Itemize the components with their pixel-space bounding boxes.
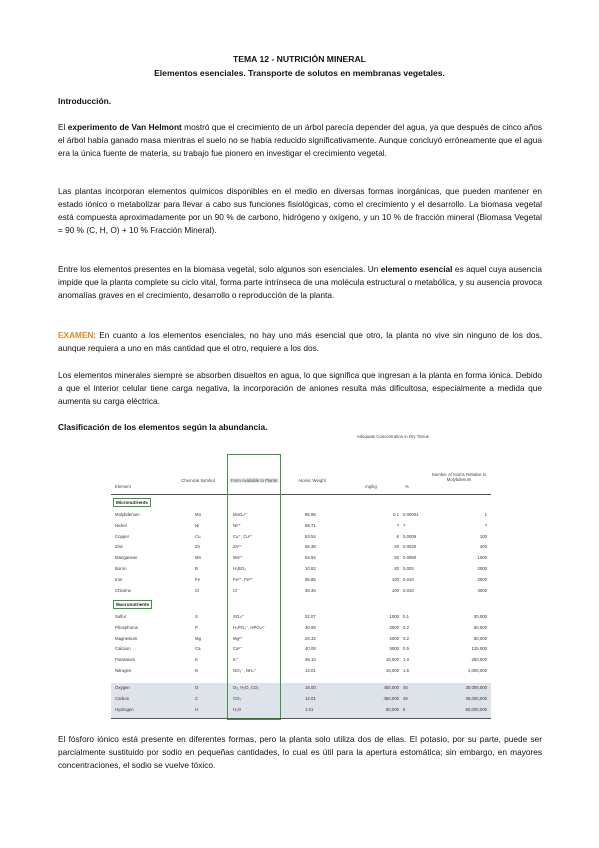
table-row <box>111 566 491 576</box>
exam-label: EXAMEN <box>58 330 94 340</box>
cell-element: Nitrogen <box>115 668 132 673</box>
cell-form: Mn²⁺ <box>233 555 243 561</box>
cell-pct: 1.0 <box>403 657 409 663</box>
table-row <box>111 657 491 667</box>
cell-symbol: N <box>195 668 199 673</box>
cell-element: Manganese <box>115 555 138 561</box>
cell-element: Hydrogen <box>115 706 134 712</box>
cell-pct: 0.0050 <box>403 555 417 561</box>
cell-form: SO₄²⁻ <box>233 614 245 619</box>
page-title: TEMA 12 - NUTRICIÓN MINERAL <box>233 54 366 64</box>
cell-form: Cu⁺, Cu²⁺ <box>233 533 253 539</box>
table-row <box>111 614 491 624</box>
cell-pct: 0.5 <box>403 646 409 652</box>
table-row <box>111 646 491 656</box>
cell-element: Iron <box>115 576 123 582</box>
cell-atoms: 250,000 <box>471 657 487 663</box>
table-row <box>111 555 491 565</box>
macronutrients-label: Macronutrients <box>113 600 152 609</box>
cell-form: Fe³⁺, Fe²⁺ <box>233 576 253 582</box>
cell-atoms: 125,000 <box>471 646 487 652</box>
table-row <box>111 707 491 717</box>
cell-symbol: Cu <box>195 533 201 539</box>
table-row <box>111 625 491 635</box>
cell-pct: 0.010 <box>403 576 414 582</box>
cell-element: Phosphorus <box>115 624 138 630</box>
cell-mgkg: 50 <box>394 555 399 561</box>
table-row <box>111 636 491 646</box>
cell-weight: 12.01 <box>305 695 316 701</box>
cell-atoms: 60,000 <box>473 624 487 630</box>
table-row <box>111 534 491 544</box>
cell-element: Oxygen <box>115 685 130 690</box>
cell-atoms: 60,000,000 <box>465 706 487 712</box>
table-row <box>111 696 491 706</box>
cell-pct: 0.1 <box>403 614 409 619</box>
table-row <box>111 685 491 695</box>
cell-symbol: Mo <box>195 512 201 517</box>
cell-atoms: 35,000,000 <box>465 695 487 701</box>
cell-mgkg: 20 <box>394 566 399 571</box>
cell-pct: 0.2 <box>403 624 409 630</box>
cell-form: Zn²⁺ <box>233 544 242 550</box>
cell-pct: 0.2 <box>403 635 409 641</box>
cell-weight: 32.07 <box>305 614 316 619</box>
cell-pct: 0.0020 <box>403 544 417 550</box>
cell-weight: 63.54 <box>305 533 316 539</box>
cell-atoms: 300 <box>479 544 487 550</box>
cell-mgkg: 450,000 <box>383 695 399 701</box>
header-pct: % <box>405 484 409 489</box>
cell-form: MoO₄²⁻ <box>233 512 248 517</box>
section-heading-classification: Clasificación de los elementos según la abundancia. <box>58 422 268 432</box>
table-row <box>111 588 491 598</box>
header-rule <box>111 494 491 495</box>
cell-element: Boron <box>115 566 127 571</box>
section-heading-intro: Introducción. <box>58 96 112 106</box>
van-helmont-bold: experimento de Van Helmont <box>67 122 182 132</box>
cell-element: Sulfur <box>115 614 127 619</box>
cell-pct: 0.0006 <box>403 533 417 539</box>
header-weight: Atomic Weight <box>298 478 326 483</box>
cell-weight: 24.32 <box>305 635 316 641</box>
paragraph-phosphorus: El fósforo iónico está presente en diferentes formas, pero la planta solo utiliza dos de ellas. El potasio, por su parte, puede ser parcialmente sustituido por sodio en pequeñas cantidades, lo cual es útil para la apertura estomática; sin embargo, en mayores concentraciones, el sodio se vuelve tóxico. <box>58 734 542 770</box>
header-mgkg: mg/kg <box>365 484 377 489</box>
cell-mgkg: 450,000 <box>383 685 399 690</box>
cell-symbol: K <box>195 657 198 663</box>
cell-mgkg: 2000 <box>389 635 399 641</box>
cell-form: CO₂ <box>233 695 242 701</box>
cell-symbol: Cl <box>195 587 200 593</box>
paragraph-exam: EXAMEN: En cuanto a los elementos esenciales, no hay uno más esencial que otro, la planta no vive sin ninguno de los dos, aunque requiera a uno en más cantidad que el otro, requiere a los dos. <box>58 330 542 353</box>
cell-symbol: Ca <box>195 646 201 652</box>
form-column-highlight <box>227 454 281 720</box>
cell-mgkg: 1000 <box>389 614 399 619</box>
cell-weight: 14.01 <box>305 668 316 673</box>
cell-form: H₂PO₄⁻, HPO₄²⁻ <box>233 624 266 630</box>
cell-form: Cl⁻ <box>233 587 240 593</box>
cell-weight: 10.82 <box>305 566 316 571</box>
paragraph-absorption: Los elementos minerales siempre se absorben disueltos en agua, lo que significa que ingresan a la planta en forma iónica. Debido a que el interior celular tiene carga negativa, la incorporación de aniones resulta más dificultosa, especialmente a medida que aumenta su carga eléctrica. <box>58 370 542 406</box>
cell-atoms: 2000 <box>477 576 487 582</box>
cell-pct: 0.010 <box>403 587 414 593</box>
cell-symbol: O <box>195 685 199 690</box>
header-atoms: Number of Atoms Relative to Molybdenum <box>431 472 487 482</box>
table-row <box>111 544 491 554</box>
cell-symbol: Fe <box>195 576 201 582</box>
cell-element: Magnesium <box>115 635 138 641</box>
cell-weight: 65.38 <box>305 544 316 550</box>
table-row <box>111 668 491 678</box>
cell-pct: 6 <box>403 706 406 712</box>
header-adequate: Adequate Concentration in Dry Tissue <box>356 434 430 439</box>
cell-pct: 45 <box>403 695 408 701</box>
cell-weight: 35.46 <box>305 587 316 593</box>
cell-form: H₃BO₃ <box>233 566 246 571</box>
cell-atoms: 1 <box>484 512 487 517</box>
cell-weight: 39.10 <box>305 657 316 663</box>
cell-mgkg: 100 <box>391 576 399 582</box>
cell-symbol: P <box>195 624 198 630</box>
cell-symbol: C <box>195 695 199 701</box>
cell-pct: 0.002 <box>403 566 414 571</box>
cell-symbol: H <box>195 706 199 712</box>
cell-symbol: Mn <box>195 555 201 561</box>
cell-atoms: 1000 <box>477 555 487 561</box>
cell-weight: 95.95 <box>305 512 316 517</box>
cell-atoms: 1,000,000 <box>467 668 487 673</box>
cell-symbol: Zn <box>195 544 201 550</box>
essential-bold: elemento esencial <box>380 264 453 274</box>
cell-weight: 1.01 <box>305 706 314 712</box>
paragraph-essential: Entre los elementos presentes en la biomasa vegetal, solo algunos son esenciales. Un elemento esencial es aquel cuya ausencia impide que la planta complete su ciclo vital, forma parte intrínseca de una molécula estructural o metabólica, y su ausencia provoca anomalías graves en el crecimiento, desarrollo o reproducción de la planta. <box>58 264 542 300</box>
cell-atoms: 2000 <box>477 566 487 571</box>
cell-atoms: 3000 <box>477 587 487 593</box>
cell-weight: 40.08 <box>305 646 316 652</box>
cell-form: O₂, H₂O, CO₂ <box>233 685 260 690</box>
cell-element: Carbon <box>115 695 130 701</box>
cell-mgkg: 6 <box>396 533 399 539</box>
cell-mgkg: 2000 <box>389 624 399 630</box>
cell-mgkg: 0.1 <box>393 512 399 517</box>
cell-form: Mg²⁺ <box>233 635 243 641</box>
cell-atoms: 100 <box>479 533 487 539</box>
cell-mgkg: ? <box>396 522 399 528</box>
cell-atoms: 80,000 <box>473 635 487 641</box>
cell-mgkg: 10,000 <box>385 657 399 663</box>
cell-element: Copper <box>115 533 130 539</box>
cell-element: Zinc <box>115 544 124 550</box>
cell-atoms: 30,000 <box>473 614 487 619</box>
page-subtitle: Elementos esenciales. Transporte de solutos en membranas vegetales. <box>154 68 445 78</box>
cell-weight: 55.85 <box>305 576 316 582</box>
cell-element: Chlorine <box>115 587 132 593</box>
cell-element: Nickel <box>115 522 127 528</box>
cell-symbol: S <box>195 614 198 619</box>
cell-symbol: B <box>195 566 198 571</box>
cell-mgkg: 60,000 <box>385 706 399 712</box>
cell-element: Potassium <box>115 657 136 663</box>
paragraph-van-helmont: El experimento de Van Helmont mostró que el crecimiento de un árbol parecía depender del agua, ya que después de cinco años el árbol había ganado masa mientras el suelo no se había reducido significativamente. Aunque concluyó erróneamente que el agua era la única fuente de materia, su trabajo fue pionero en investigar el crecimiento vegetal. <box>58 122 543 158</box>
cell-atoms: ? <box>484 522 487 528</box>
cell-mgkg: 100 <box>391 587 399 593</box>
cell-mgkg: 15,000 <box>385 668 399 673</box>
table-row <box>111 512 491 522</box>
cell-form: Ni²⁺ <box>233 522 241 528</box>
cell-weight: 30.98 <box>305 624 316 630</box>
cell-symbol: Ni <box>195 522 200 528</box>
cell-symbol: Mg <box>195 635 201 641</box>
cell-weight: 58.71 <box>305 522 316 528</box>
micronutrients-label: Micronutrients <box>113 498 151 507</box>
cell-pct: 45 <box>403 685 408 690</box>
cell-weight: 16.00 <box>305 685 316 690</box>
table-row <box>111 577 491 587</box>
cell-mgkg: 5000 <box>389 646 399 652</box>
cell-weight: 54.94 <box>305 555 316 561</box>
cell-pct: 1.5 <box>403 668 409 673</box>
cell-pct: 0.00001 <box>403 512 419 517</box>
cell-form: H₂O <box>233 706 242 712</box>
cell-form: Ca²⁺ <box>233 646 243 652</box>
header-element: Element <box>115 484 131 489</box>
header-form: Form Available to Plants <box>230 478 278 483</box>
cell-element: Molybdenum <box>115 512 140 517</box>
table-row <box>111 523 491 533</box>
header-symbol: Chemical Symbol <box>181 478 215 483</box>
cell-element: Calcium <box>115 646 131 652</box>
cell-atoms: 30,000,000 <box>465 685 487 690</box>
cell-form: NO₃⁻, NH₄⁺ <box>233 668 257 673</box>
cell-form: K⁺ <box>233 657 239 663</box>
nutrient-table-figure <box>111 432 491 719</box>
cell-pct: ? <box>403 522 406 528</box>
paragraph-biomass: Las plantas incorporan elementos químicos disponibles en el medio en diversas formas inorgánicas, que pueden mantener en estado iónico o metabolizar para llevar a cabo sus funciones fisiológicas, como el crecimiento y el desarrollo. La biomasa vegetal está compuesta aproximadamente por un 90 % de carbono, hidrógeno y oxígeno, y un 10 % de fracción mineral (Biomasa Vegetal = 90 % (C, H, O) + 10 % Fracción Mineral). <box>58 186 542 235</box>
bottom-rule <box>111 718 491 719</box>
cell-mgkg: 20 <box>394 544 399 550</box>
